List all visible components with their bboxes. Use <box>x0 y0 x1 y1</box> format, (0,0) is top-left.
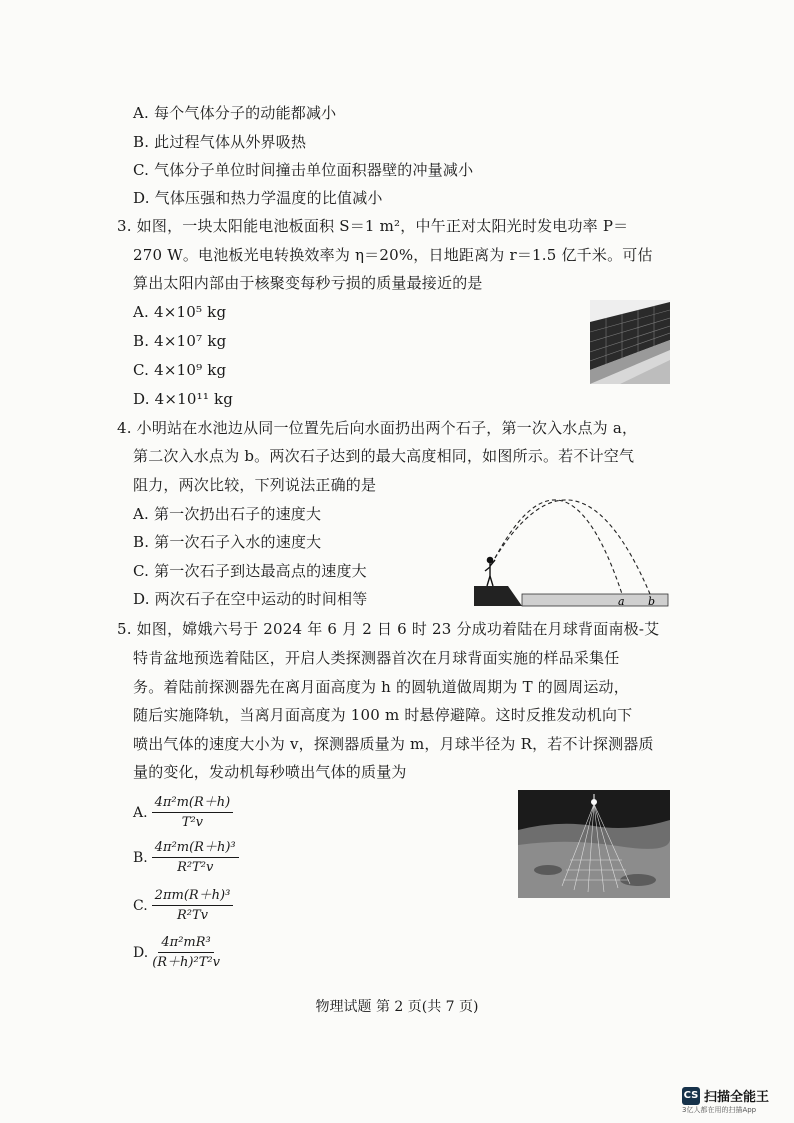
q5-stem-line-4: 随后实施降轨，当离月面高度为 100 m 时悬停避障。这时反推发动机向下 <box>133 706 633 724</box>
denominator: R²T²v <box>177 860 214 875</box>
q5-option-a <box>133 795 233 830</box>
page-footer: 物理试题 第 2 页(共 7 页) <box>315 999 479 1015</box>
q4-stem-line-1: 4. 小明站在水池边从同一位置先后向水面扔出两个石子，第一次入水点为 a， <box>117 419 638 437</box>
solar-panel-photo <box>590 300 670 384</box>
q4-stem-line-2: 第二次入水点为 b。两次石子达到的最大高度相同，如图所示。若不计空气 <box>133 447 635 465</box>
q4-option-b: B. 第一次石子入水的速度大 <box>133 533 322 551</box>
lunar-lander-photo <box>518 790 670 898</box>
q5-stem-line-5: 喷出气体的速度大小为 v，探测器质量为 m，月球半径为 R，若不计探测器质 <box>133 735 654 753</box>
numerator: 4π²mR³ <box>158 935 213 953</box>
q4-stem-line-3: 阻力，两次比较，下列说法正确的是 <box>133 476 377 494</box>
fraction <box>152 795 234 830</box>
fraction <box>152 840 239 875</box>
fraction <box>152 935 220 970</box>
denominator: (R＋h)²T²v <box>152 955 220 970</box>
denominator: T²v <box>181 815 204 830</box>
stone-trajectory-diagram <box>472 476 672 612</box>
camscanner-logo-icon: CS <box>682 1087 700 1105</box>
numerator: 4π²m(R＋h)³ <box>152 840 239 858</box>
water-surface <box>522 594 668 606</box>
q5-option-d <box>133 935 220 970</box>
q4-option-d: D. 两次石子在空中运动的时间相等 <box>133 590 368 608</box>
scanner-watermark <box>682 1086 769 1105</box>
option-letter: C. <box>133 897 148 914</box>
q2-option-a: A. 每个气体分子的动能都减小 <box>133 104 337 122</box>
option-letter: D. <box>133 944 149 961</box>
numerator: 2πm(R＋h)³ <box>152 888 234 906</box>
q3-option-c: C. 4×10⁹ kg <box>133 361 227 379</box>
q3-stem-line-3: 算出太阳内部由于核聚变每秒亏损的质量最接近的是 <box>133 274 483 292</box>
bank <box>474 586 522 606</box>
q5-stem-line-2: 特肯盆地预选着陆区，开启人类探测器首次在月球背面实施的样品采集任 <box>133 649 620 667</box>
q3-option-d: D. 4×10¹¹ kg <box>133 390 234 408</box>
q4-option-c: C. 第一次石子到达最高点的速度大 <box>133 562 367 580</box>
q5-stem-line-3: 务。着陆前探测器先在离月面高度为 h 的圆轨道做周期为 T 的圆周运动， <box>133 678 629 696</box>
q2-option-c: C. 气体分子单位时间撞击单位面积器壁的冲量减小 <box>133 161 474 179</box>
q3-option-a: A. 4×10⁵ kg <box>133 303 227 321</box>
numerator: 4π²m(R＋h) <box>152 795 234 813</box>
q2-option-d: D. 气体压强和热力学温度的比值减小 <box>133 189 383 207</box>
q3-option-b: B. 4×10⁷ kg <box>133 332 227 350</box>
denominator: R²Tv <box>177 908 209 923</box>
q2-option-b: B. 此过程气体从外界吸热 <box>133 133 307 151</box>
scanner-name: 扫描全能王 <box>704 1090 770 1105</box>
q4-option-a: A. 第一次扔出石子的速度大 <box>133 505 322 523</box>
option-letter: A. <box>133 804 148 821</box>
q3-stem-line-2: 270 W。电池板光电转换效率为 η＝20%，日地距离为 r＝1.5 亿千米。可估 <box>133 246 653 264</box>
fraction <box>152 888 234 923</box>
person-figure <box>485 557 495 586</box>
q5-option-c <box>133 888 233 923</box>
q5-stem-line-6: 量的变化，发动机每秒喷出气体的质量为 <box>133 763 407 781</box>
trajectory-a <box>495 500 622 594</box>
label-b: b <box>648 595 656 608</box>
trajectory-b <box>495 500 650 594</box>
q5-stem-line-1: 5. 如图，嫦娥六号于 2024 年 6 月 2 日 6 时 23 分成功着陆在月球背面南极-艾 <box>117 620 660 638</box>
scanner-tagline: 3亿人都在用的扫描App <box>682 1106 757 1114</box>
q5-option-b <box>133 840 239 875</box>
q3-stem-line-1: 3. 如图，一块太阳能电池板面积 S＝1 m²，中午正对太阳光时发电功率 P＝ <box>117 217 629 235</box>
label-a: a <box>618 595 625 608</box>
option-letter: B. <box>133 849 148 866</box>
